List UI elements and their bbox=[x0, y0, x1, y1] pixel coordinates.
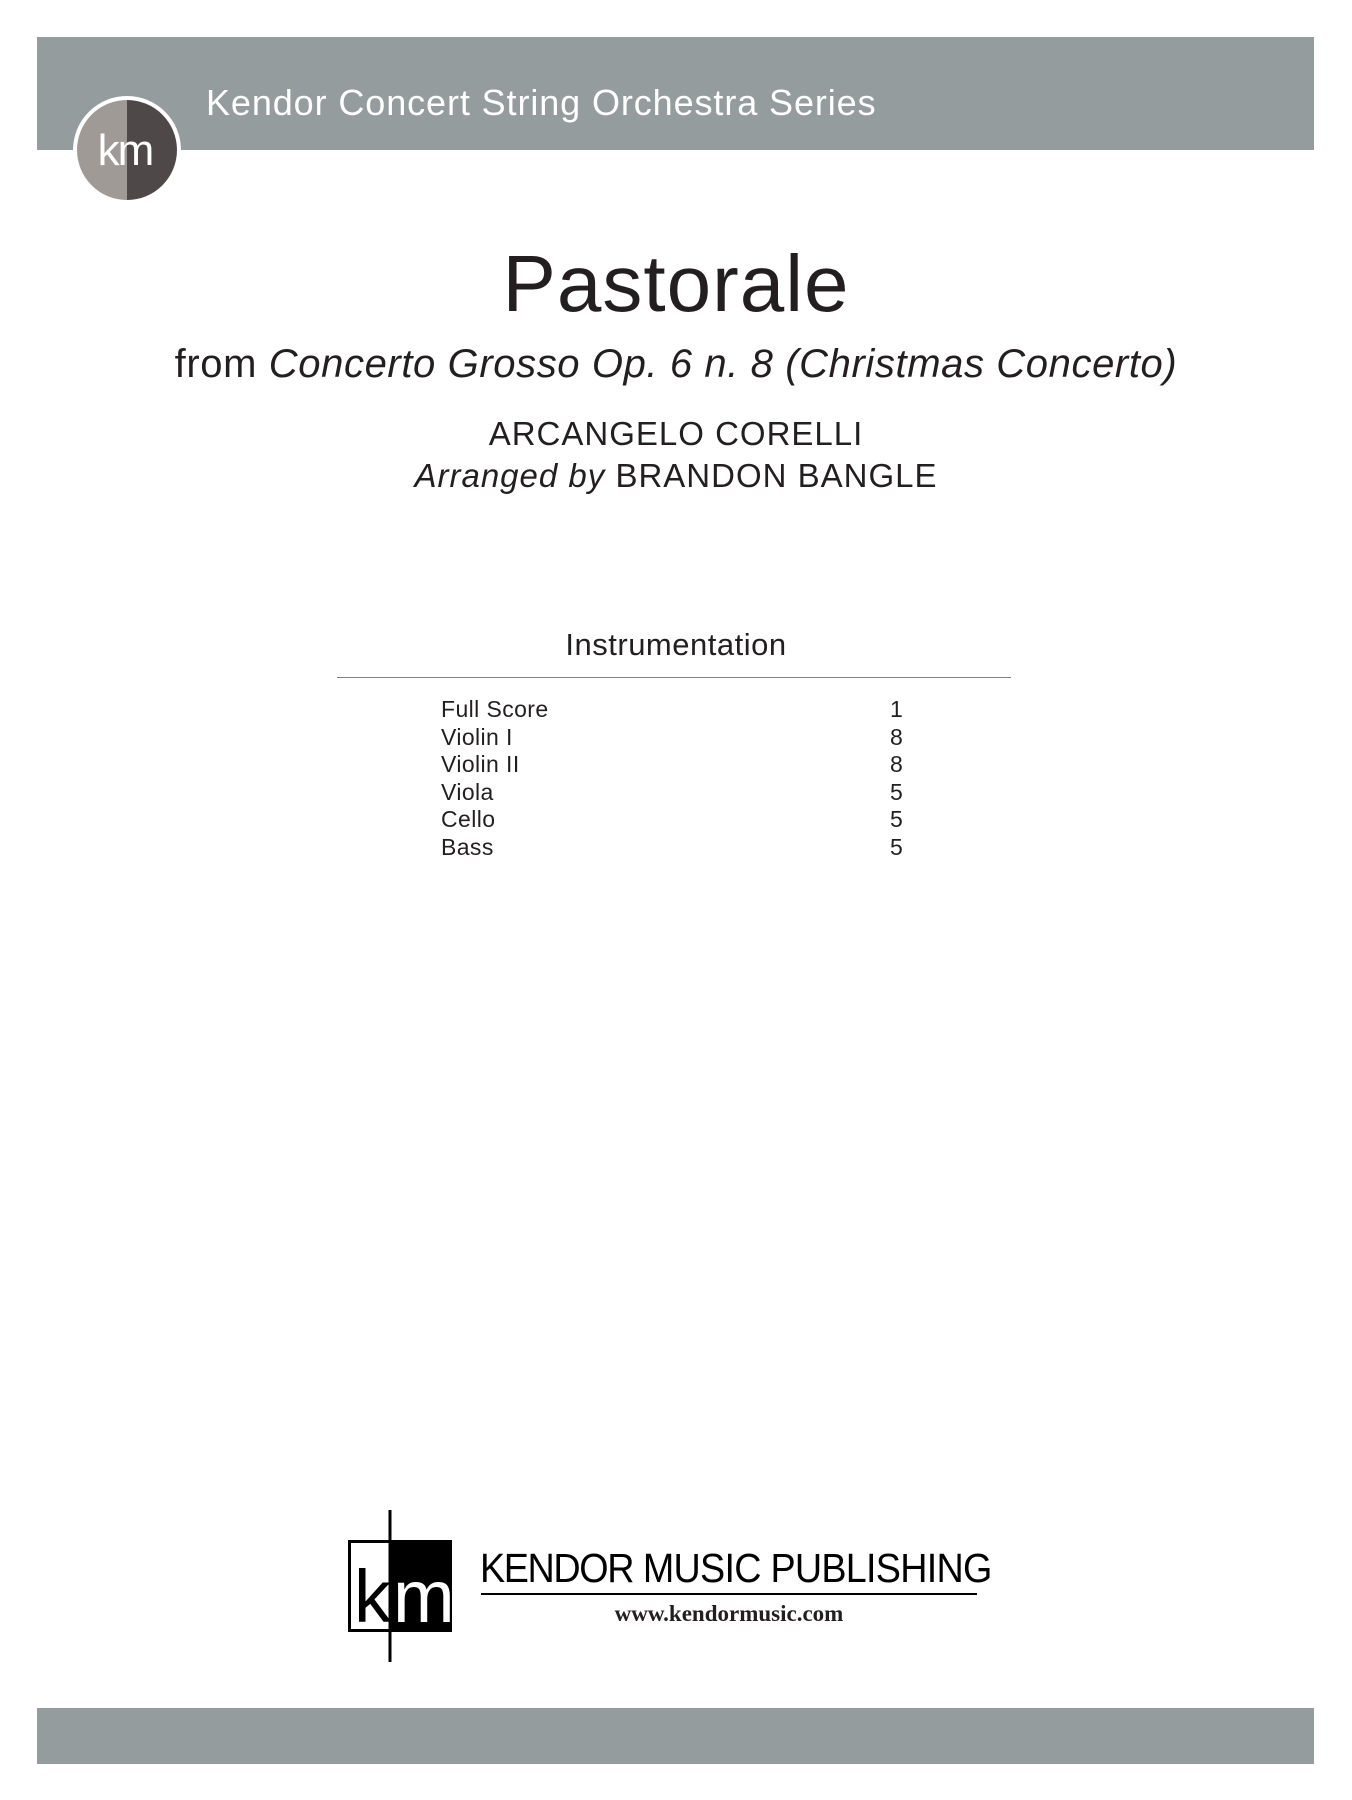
publisher-logo-k: k bbox=[354, 1555, 391, 1638]
instrument-count: 8 bbox=[890, 723, 904, 750]
publisher-name-rest: MUSIC PUBLISHING bbox=[642, 1545, 992, 1591]
instrument-count: 8 bbox=[890, 751, 904, 777]
instrument-name: Viola bbox=[441, 778, 494, 805]
instrument-name: Cello bbox=[441, 806, 496, 832]
instrument-count: 5 bbox=[890, 806, 904, 832]
publisher-url: www.kendormusic.com bbox=[614, 1601, 844, 1626]
arranger bbox=[0, 456, 1352, 496]
instrumentation-list bbox=[441, 696, 911, 861]
composer: ARCANGELO CORELLI bbox=[488, 415, 864, 452]
instrument-name: Bass bbox=[441, 833, 494, 860]
series-logo-text: km bbox=[97, 126, 153, 175]
arranger-prefix: Arranged by bbox=[414, 457, 606, 494]
publisher-logo-m: m bbox=[393, 1555, 455, 1638]
instrumentation-divider bbox=[337, 677, 1011, 678]
instrument-row bbox=[441, 724, 911, 752]
series-logo bbox=[72, 95, 182, 205]
publisher-brand: KENDOR bbox=[480, 1545, 634, 1591]
subtitle-work: Concerto Grosso Op. 6 n. 8 (Christmas Concerto) bbox=[268, 342, 1178, 386]
instrument-row bbox=[441, 751, 911, 779]
instrument-count: 1 bbox=[890, 696, 904, 722]
publisher-name bbox=[480, 1545, 992, 1591]
publisher-logo bbox=[348, 1510, 455, 1662]
piece-title: Pastorale bbox=[502, 239, 850, 328]
instrument-name: Full Score bbox=[441, 696, 549, 722]
subtitle-prefix: from bbox=[174, 342, 258, 386]
publisher-divider bbox=[481, 1593, 977, 1595]
instrument-row bbox=[441, 779, 911, 807]
instrument-count: 5 bbox=[890, 833, 904, 860]
arranger-name: BRANDON BANGLE bbox=[615, 457, 938, 494]
instrument-row bbox=[441, 834, 911, 862]
instrument-row bbox=[441, 806, 911, 834]
series-title: Kendor Concert String Orchestra Series bbox=[206, 82, 877, 123]
instrument-count: 5 bbox=[890, 778, 904, 805]
instrument-name: Violin II bbox=[441, 751, 520, 777]
subtitle bbox=[0, 340, 1352, 388]
instrumentation-heading: Instrumentation bbox=[565, 627, 787, 662]
instrument-row bbox=[441, 696, 911, 724]
instrument-name: Violin I bbox=[441, 723, 513, 750]
footer-banner bbox=[37, 1708, 1314, 1764]
